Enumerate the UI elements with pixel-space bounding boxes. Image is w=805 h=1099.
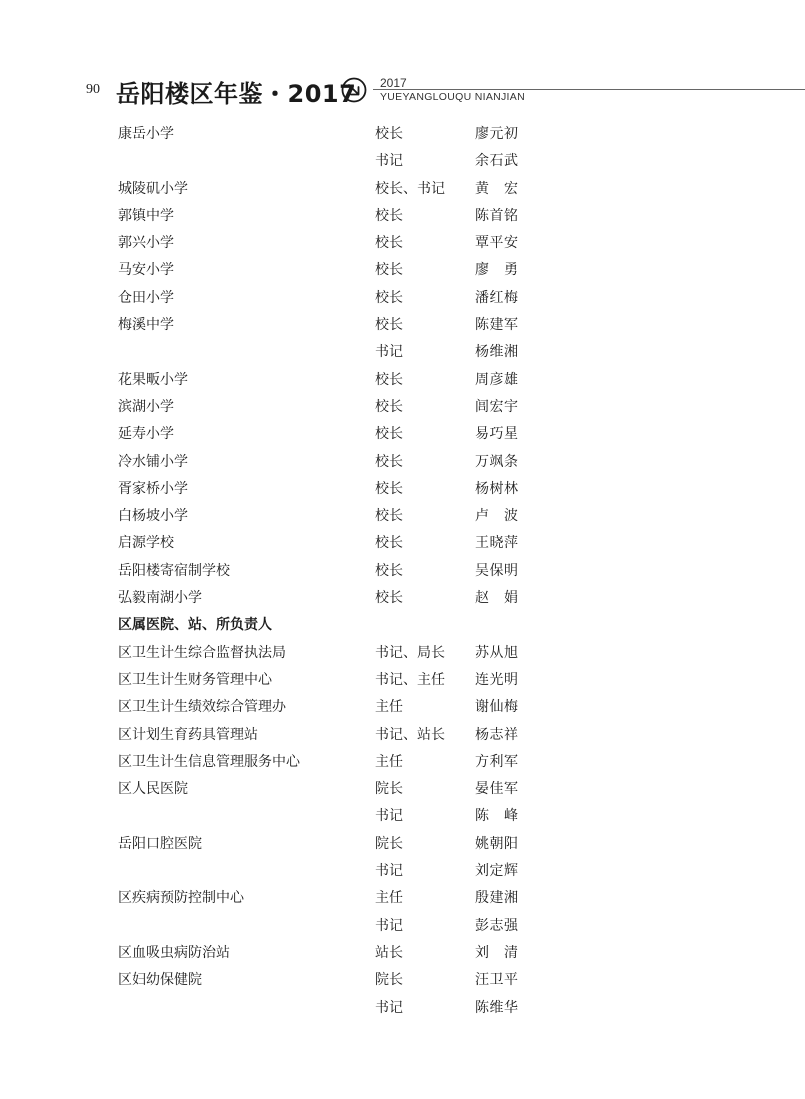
list-item bbox=[0, 637, 805, 664]
list-item bbox=[0, 773, 805, 800]
organization-name: 花果畈小学 bbox=[118, 371, 188, 388]
arrow-down-right-icon bbox=[341, 77, 367, 103]
header-subtitle: YUEYANGLOUQU NIANJIAN bbox=[380, 91, 525, 103]
list-item bbox=[0, 746, 805, 773]
person-name: 刘 清 bbox=[475, 944, 519, 961]
organization-name: 岳阳楼寄宿制学校 bbox=[118, 562, 230, 579]
section-heading bbox=[0, 609, 805, 636]
position-title: 主任 bbox=[375, 699, 403, 716]
person-name: 潘红梅 bbox=[475, 289, 519, 306]
person-name: 覃平安 bbox=[475, 235, 519, 252]
person-name: 晏佳军 bbox=[475, 781, 519, 798]
organization-name: 延寿小学 bbox=[118, 426, 174, 443]
person-name: 周彦雄 bbox=[475, 371, 519, 388]
position-title: 书记、主任 bbox=[375, 671, 445, 688]
position-title: 校长、书记 bbox=[375, 180, 445, 197]
organization-name: 滨湖小学 bbox=[118, 398, 174, 415]
list-item bbox=[0, 527, 805, 554]
list-item bbox=[0, 309, 805, 336]
organization-name: 区卫生计生综合监督执法局 bbox=[118, 644, 286, 661]
organization-name: 郭兴小学 bbox=[118, 235, 174, 252]
list-item bbox=[0, 937, 805, 964]
position-title: 校长 bbox=[375, 562, 403, 579]
person-name: 吴保明 bbox=[475, 562, 519, 579]
person-name: 陈建军 bbox=[475, 317, 519, 334]
organization-name: 区血吸虫病防治站 bbox=[118, 944, 230, 961]
book-title: 岳阳楼区年鉴・2017 bbox=[116, 80, 357, 108]
list-item bbox=[0, 691, 805, 718]
position-title: 院长 bbox=[375, 972, 403, 989]
person-name: 殷建湘 bbox=[475, 890, 519, 907]
list-item bbox=[0, 282, 805, 309]
list-item bbox=[0, 145, 805, 172]
person-name: 赵 娟 bbox=[475, 590, 519, 607]
person-name: 姚朝阳 bbox=[475, 835, 519, 852]
list-item bbox=[0, 200, 805, 227]
position-title: 书记、局长 bbox=[375, 644, 445, 661]
person-name: 廖 勇 bbox=[475, 262, 519, 279]
list-item bbox=[0, 664, 805, 691]
position-title: 书记、站长 bbox=[375, 726, 445, 743]
position-title: 院长 bbox=[375, 835, 403, 852]
position-title: 站长 bbox=[375, 944, 403, 961]
position-title: 主任 bbox=[375, 753, 403, 770]
position-title: 书记 bbox=[375, 917, 403, 934]
organization-name: 岳阳口腔医院 bbox=[118, 835, 202, 852]
page-number: 90 bbox=[86, 82, 100, 97]
position-title: 校长 bbox=[375, 235, 403, 252]
person-name: 王晓萍 bbox=[475, 535, 519, 552]
list-item bbox=[0, 418, 805, 445]
organization-name: 胥家桥小学 bbox=[118, 480, 188, 497]
list-item bbox=[0, 173, 805, 200]
list-item bbox=[0, 118, 805, 145]
position-title: 校长 bbox=[375, 126, 403, 142]
position-title: 校长 bbox=[375, 371, 403, 388]
organization-name: 区卫生计生绩效综合管理办 bbox=[118, 699, 286, 716]
personnel-list bbox=[0, 118, 805, 1019]
list-item bbox=[0, 800, 805, 827]
organization-name: 冷水铺小学 bbox=[118, 453, 188, 470]
position-title: 校长 bbox=[375, 207, 403, 224]
list-item bbox=[0, 992, 805, 1019]
person-name: 杨树林 bbox=[475, 480, 519, 497]
person-name: 余石武 bbox=[475, 153, 519, 170]
person-name: 彭志强 bbox=[475, 917, 519, 934]
position-title: 书记 bbox=[375, 344, 403, 361]
person-name: 杨志祥 bbox=[475, 726, 519, 743]
person-name: 黄 宏 bbox=[475, 180, 519, 197]
position-title: 校长 bbox=[375, 453, 403, 470]
person-name: 闾宏宇 bbox=[475, 398, 519, 415]
list-item bbox=[0, 555, 805, 582]
position-title: 书记 bbox=[375, 808, 403, 825]
list-item bbox=[0, 364, 805, 391]
position-title: 校长 bbox=[375, 480, 403, 497]
list-item bbox=[0, 855, 805, 882]
section-title: 区属医院、站、所负责人 bbox=[118, 617, 272, 634]
header-year: 2017 bbox=[380, 76, 407, 90]
person-name: 杨维湘 bbox=[475, 344, 519, 361]
person-name: 陈维华 bbox=[475, 999, 519, 1016]
person-name: 陈 峰 bbox=[475, 808, 519, 825]
position-title: 校长 bbox=[375, 535, 403, 552]
person-name: 谢仙梅 bbox=[475, 699, 519, 716]
organization-name: 梅溪中学 bbox=[118, 317, 174, 334]
organization-name: 弘毅南湖小学 bbox=[118, 590, 202, 607]
list-item bbox=[0, 500, 805, 527]
organization-name: 区妇幼保健院 bbox=[118, 972, 202, 989]
position-title: 院长 bbox=[375, 781, 403, 798]
person-name: 刘定辉 bbox=[475, 863, 519, 880]
organization-name: 康岳小学 bbox=[118, 126, 174, 142]
person-name: 连光明 bbox=[475, 671, 519, 688]
organization-name: 区卫生计生财务管理中心 bbox=[118, 671, 272, 688]
list-item bbox=[0, 582, 805, 609]
list-item bbox=[0, 828, 805, 855]
organization-name: 城陵矶小学 bbox=[118, 180, 188, 197]
position-title: 校长 bbox=[375, 426, 403, 443]
position-title: 书记 bbox=[375, 999, 403, 1016]
list-item bbox=[0, 719, 805, 746]
person-name: 汪卫平 bbox=[475, 972, 519, 989]
list-item bbox=[0, 336, 805, 363]
organization-name: 马安小学 bbox=[118, 262, 174, 279]
person-name: 陈首铭 bbox=[475, 207, 519, 224]
position-title: 校长 bbox=[375, 317, 403, 334]
header-divider bbox=[373, 89, 805, 90]
person-name: 苏从旭 bbox=[475, 644, 519, 661]
organization-name: 区人民医院 bbox=[118, 781, 188, 798]
person-name: 廖元初 bbox=[475, 126, 519, 142]
position-title: 校长 bbox=[375, 508, 403, 525]
person-name: 万飒条 bbox=[475, 453, 519, 470]
list-item bbox=[0, 473, 805, 500]
position-title: 校长 bbox=[375, 398, 403, 415]
position-title: 书记 bbox=[375, 863, 403, 880]
list-item bbox=[0, 446, 805, 473]
organization-name: 区卫生计生信息管理服务中心 bbox=[118, 753, 300, 770]
position-title: 主任 bbox=[375, 890, 403, 907]
list-item bbox=[0, 882, 805, 909]
person-name: 卢 波 bbox=[475, 508, 519, 525]
list-item bbox=[0, 254, 805, 281]
position-title: 校长 bbox=[375, 262, 403, 279]
person-name: 易巧星 bbox=[475, 426, 519, 443]
position-title: 校长 bbox=[375, 590, 403, 607]
organization-name: 区疾病预防控制中心 bbox=[118, 890, 244, 907]
person-name: 方利军 bbox=[475, 753, 519, 770]
page-header bbox=[0, 0, 805, 120]
list-item bbox=[0, 227, 805, 254]
list-item bbox=[0, 391, 805, 418]
organization-name: 郭镇中学 bbox=[118, 207, 174, 224]
organization-name: 仓田小学 bbox=[118, 289, 174, 306]
organization-name: 启源学校 bbox=[118, 535, 174, 552]
position-title: 书记 bbox=[375, 153, 403, 170]
organization-name: 区计划生育药具管理站 bbox=[118, 726, 258, 743]
organization-name: 白杨坡小学 bbox=[118, 508, 188, 525]
list-item bbox=[0, 964, 805, 991]
list-item bbox=[0, 910, 805, 937]
position-title: 校长 bbox=[375, 289, 403, 306]
